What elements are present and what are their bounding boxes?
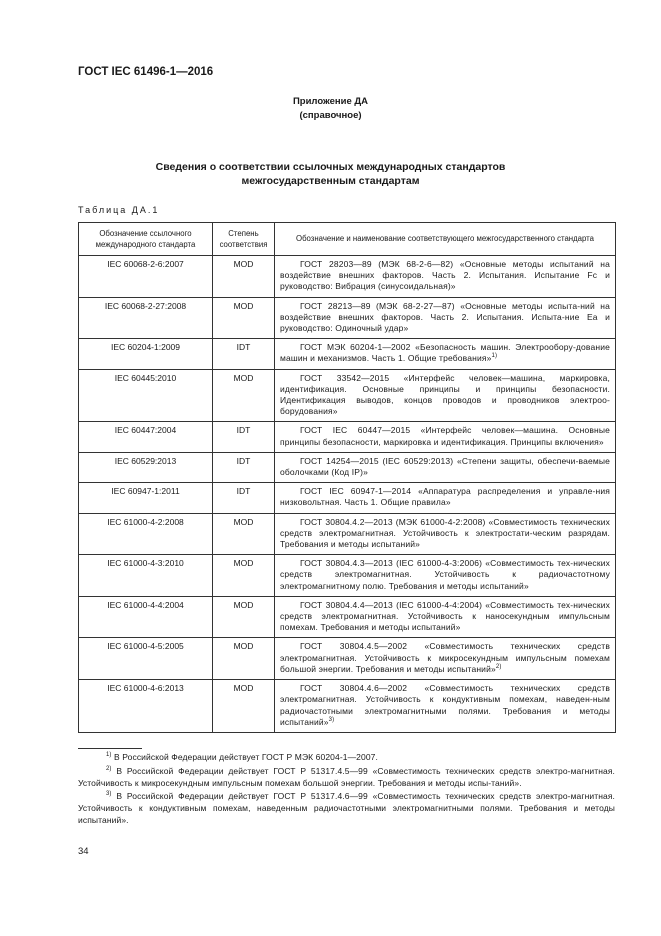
degree-cell: MOD — [213, 596, 275, 638]
header-interstate-standard: Обозначение и наименование соответствующего межгосударственного стандарта — [275, 223, 616, 256]
footnote-mark: 1) — [106, 752, 112, 759]
standard-description: ГОСТ IEC 60447—2015 «Интерфейс человек—машина. Основные принципы безопасности, маркировка и идентификация. Принципы включения» — [280, 425, 610, 447]
reference-standard-cell: IEC 61000-4-6:2013 — [79, 680, 213, 733]
annex-title: Приложение ДА — [292, 96, 369, 107]
interstate-standard-cell — [275, 596, 616, 638]
degree-cell: MOD — [213, 369, 275, 422]
table-row — [79, 422, 616, 452]
section-heading-line-2: межгосударственным стандартам — [241, 175, 420, 187]
reference-standard-cell: IEC 60204-1:2009 — [79, 339, 213, 369]
table-header-row — [79, 223, 616, 256]
footnote — [78, 791, 615, 826]
footnote-reference: 3) — [328, 716, 335, 723]
table-row — [79, 680, 616, 733]
reference-standard-cell: IEC 60947-1:2011 — [79, 483, 213, 513]
document-code: ГОСТ IEC 61496-1—2016 — [78, 66, 214, 78]
standard-description: ГОСТ МЭК 60204-1—2002 «Безопасность машин. Электрообору-дование машин и механизмов. Часть 1. Общие требования» — [280, 342, 610, 364]
footnote — [78, 766, 615, 790]
standard-description: ГОСТ 30804.4.5—2002 «Совместимость технических средств электромагнитная. Устойчивость к микросекундным импульсным помехам большой энергии. Требования и методы испытаний» — [280, 641, 610, 674]
degree-cell: IDT — [213, 339, 275, 369]
standard-description: ГОСТ 28203—89 (МЭК 68-2-6—82) «Основные методы испытаний на воздействие внешних факторов. Часть 2. Испытания. Испытание Fc и руководство: Вибрация (синусоидальная)» — [280, 259, 610, 292]
table-row — [79, 369, 616, 422]
degree-cell: MOD — [213, 555, 275, 597]
reference-standard-cell: IEC 60447:2004 — [79, 422, 213, 452]
table-row — [79, 339, 616, 369]
standard-description: ГОСТ 28213—89 (МЭК 68-2-27—87) «Основные методы испыта-ний на воздействие внешних факторов. Часть 2. Испытания. Испыта-ние Еа и руководство: Одиночный удар» — [280, 300, 610, 334]
standard-description: ГОСТ IEC 60947-1—2014 «Аппаратура распределения и управле-ния низковольтная. Часть 1. Общие правила» — [280, 486, 610, 508]
table-row — [79, 555, 616, 597]
footnote-text: В Российской Федерации действует ГОСТ Р 51317.4.6—99 «Совместимость технических средств электро-магнитная. Устойчивость к кондуктивным помехам, наведенным радиочастотными электромагнитными полями. Требования и методы испытаний». — [78, 791, 615, 825]
standard-description: ГОСТ 33542—2015 «Интерфейс человек—машина, маркировка, идентификация. Основные принципы и принципы безопасности. Идентификация выводов, концов проводов и проводников электроо-борудования» — [280, 372, 610, 417]
section-heading — [0, 160, 661, 188]
interstate-standard-cell — [275, 452, 616, 482]
degree-cell: MOD — [213, 680, 275, 733]
reference-standard-cell: IEC 60445:2010 — [79, 369, 213, 422]
footnote-text: В Российской Федерации действует ГОСТ Р МЭК 60204-1—2007. — [114, 752, 378, 762]
degree-cell: MOD — [213, 638, 275, 680]
interstate-standard-cell — [275, 680, 616, 733]
reference-standard-cell: IEC 61000-4-5:2005 — [79, 638, 213, 680]
reference-standard-cell: IEC 61000-4-3:2010 — [79, 555, 213, 597]
standard-description: ГОСТ 14254—2015 (IEC 60529:2013) «Степени защиты, обеспечи-ваемые оболочками (Код IP)» — [280, 455, 610, 478]
footnote-mark: 2) — [106, 765, 112, 772]
header-degree: Степень соответствия — [213, 223, 275, 256]
reference-standard-cell: IEC 61000-4-2:2008 — [79, 513, 213, 555]
degree-cell: IDT — [213, 452, 275, 482]
table-row — [79, 596, 616, 638]
header-reference-standard: Обозначение ссылочного международного стандарта — [79, 223, 213, 256]
footnote-reference: 2) — [495, 664, 502, 671]
standard-description: ГОСТ 30804.4.6—2002 «Совместимость технических средств электромагнитная. Устойчивость к кондуктивным помехам, наведен-ным радиочастотными электромагнитными полями. Требования и методы испытаний» — [280, 683, 610, 727]
interstate-standard-cell — [275, 297, 616, 339]
interstate-standard-cell — [275, 339, 616, 369]
annex-subtitle: (справочное) — [299, 110, 362, 121]
table-row — [79, 256, 616, 298]
footnote-reference: 1) — [491, 353, 498, 360]
reference-standard-cell: IEC 60068-2-6:2007 — [79, 256, 213, 298]
interstate-standard-cell — [275, 422, 616, 452]
interstate-standard-cell — [275, 369, 616, 422]
interstate-standard-cell — [275, 513, 616, 555]
table-row — [79, 452, 616, 482]
footnote-text: В Российской Федерации действует ГОСТ Р 51317.4.5—99 «Совместимость технических средств электро-магнитная. Устойчивость к микросекундным импульсным помехам большой энергии. Требования и методы испы-таний». — [78, 765, 615, 788]
section-heading-line-1: Сведения о соответствии ссылочных международных стандартов — [155, 161, 506, 173]
degree-cell: MOD — [213, 513, 275, 555]
degree-cell: IDT — [213, 483, 275, 513]
footnotes — [78, 752, 615, 829]
reference-standard-cell: IEC 61000-4-4:2004 — [79, 596, 213, 638]
degree-cell: MOD — [213, 297, 275, 339]
degree-cell: MOD — [213, 256, 275, 298]
degree-cell: IDT — [213, 422, 275, 452]
interstate-standard-cell — [275, 256, 616, 298]
footnote — [78, 752, 615, 764]
page-number: 34 — [78, 846, 89, 857]
table-label: Таблица ДА.1 — [78, 205, 160, 215]
footnote-divider — [78, 748, 142, 749]
standard-description: ГОСТ 30804.4.3—2013 (IEC 61000-4-3:2006) «Совместимость тех-нических средств электромагнитная. Устойчивость к радиочастотному электромагнитному полю. Требования и методы испытаний» — [280, 558, 610, 591]
footnote-mark: 3) — [106, 791, 112, 798]
standard-description: ГОСТ 30804.4.2—2013 (МЭК 61000-4-2:2008) «Совместимость технических средств электромагнитная. Устойчивость к электростати-ческим разрядам. Требования и методы испытаний» — [280, 516, 610, 550]
table-row — [79, 483, 616, 513]
interstate-standard-cell — [275, 638, 616, 680]
table-body — [79, 256, 616, 733]
reference-standard-cell: IEC 60529:2013 — [79, 452, 213, 482]
table-row — [79, 513, 616, 555]
interstate-standard-cell — [275, 483, 616, 513]
standard-description: ГОСТ 30804.4.4—2013 (IEC 61000-4-4:2004) «Совместимость тех-нических средств электромагнитная. Устойчивость к наносекундным импульсным помехам. Требования и методы испытаний» — [280, 599, 610, 633]
interstate-standard-cell — [275, 555, 616, 597]
table-row — [79, 297, 616, 339]
standards-table — [78, 222, 616, 733]
table-row — [79, 638, 616, 680]
reference-standard-cell: IEC 60068-2-27:2008 — [79, 297, 213, 339]
